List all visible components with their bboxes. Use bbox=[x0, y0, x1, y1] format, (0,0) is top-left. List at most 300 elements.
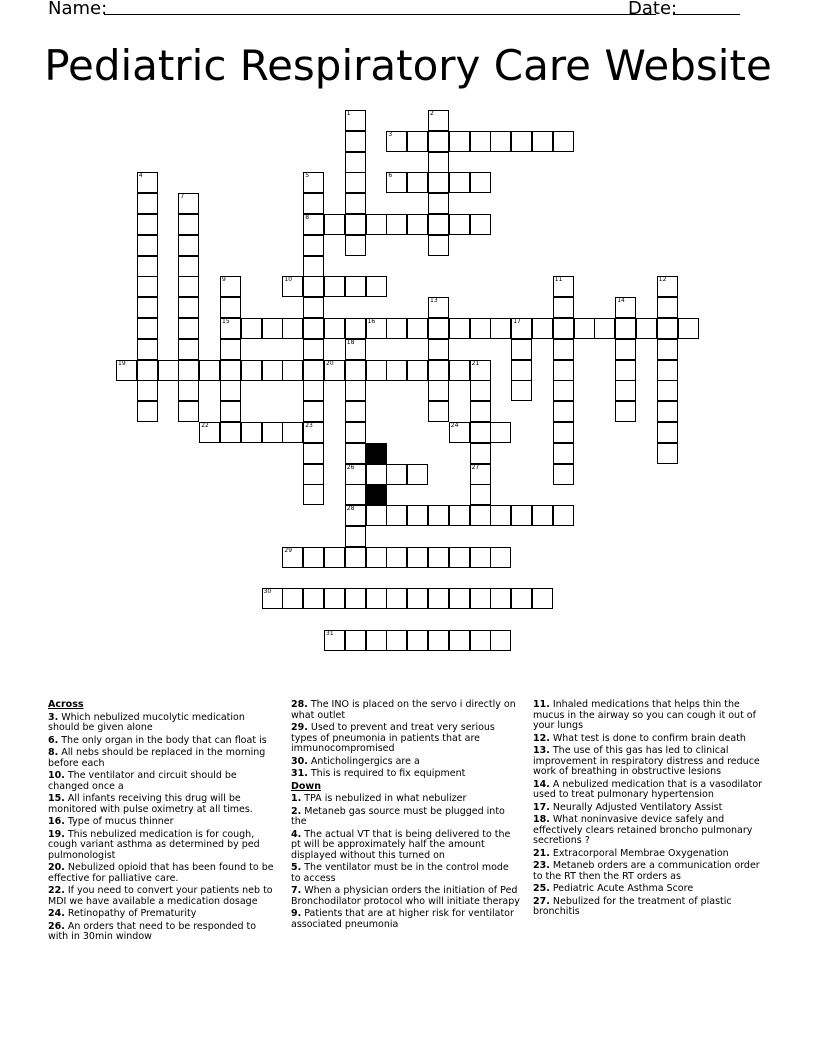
grid-cell[interactable] bbox=[178, 339, 199, 360]
grid-cell-number: 28 bbox=[346, 505, 355, 513]
grid-cell[interactable] bbox=[178, 297, 199, 318]
grid-cell[interactable] bbox=[345, 588, 366, 609]
grid-cell[interactable] bbox=[345, 339, 366, 360]
grid-cell[interactable] bbox=[178, 360, 199, 381]
grid-cell[interactable] bbox=[657, 443, 678, 464]
grid-cell[interactable] bbox=[532, 131, 553, 152]
grid-cell[interactable] bbox=[407, 360, 428, 381]
grid-cell[interactable] bbox=[511, 318, 532, 339]
down-clue bbox=[533, 700, 763, 732]
grid-cell[interactable] bbox=[470, 131, 491, 152]
grid-cell-number: 10 bbox=[284, 276, 293, 284]
grid-cell[interactable] bbox=[386, 464, 407, 485]
grid-cell[interactable] bbox=[303, 172, 324, 193]
grid-cell[interactable] bbox=[241, 360, 262, 381]
grid-cell[interactable] bbox=[366, 547, 387, 568]
grid-cell[interactable] bbox=[470, 172, 491, 193]
grid-cell[interactable] bbox=[407, 630, 428, 651]
clue-text: The INO is placed on the servo i directly on what outlet bbox=[291, 699, 516, 721]
grid-cell[interactable] bbox=[137, 339, 158, 360]
grid-cell[interactable] bbox=[511, 505, 532, 526]
grid-cell[interactable] bbox=[490, 422, 511, 443]
grid-cell[interactable] bbox=[303, 214, 324, 235]
grid-cell[interactable] bbox=[345, 193, 366, 214]
clue-number: 4. bbox=[291, 828, 302, 840]
grid-cell[interactable] bbox=[386, 505, 407, 526]
down-clue bbox=[291, 909, 521, 930]
grid-cell[interactable] bbox=[324, 630, 345, 651]
grid-cell[interactable] bbox=[262, 360, 283, 381]
grid-cell[interactable] bbox=[532, 318, 553, 339]
grid-cell-number: 20 bbox=[326, 359, 334, 367]
grid-cell[interactable] bbox=[428, 172, 449, 193]
clue-text: Inhaled medications that helps thin the mucus in the airway so you can cough it out of your lungs bbox=[533, 699, 756, 731]
grid-cell[interactable] bbox=[428, 193, 449, 214]
grid-cell[interactable] bbox=[366, 214, 387, 235]
grid-cell[interactable] bbox=[220, 297, 241, 318]
grid-cell[interactable] bbox=[178, 193, 199, 214]
grid-cell[interactable] bbox=[449, 630, 470, 651]
grid-cell[interactable] bbox=[220, 318, 241, 339]
grid-cell[interactable] bbox=[657, 276, 678, 297]
down-clue bbox=[291, 830, 521, 862]
grid-cell[interactable] bbox=[282, 588, 303, 609]
grid-cell-number: 11 bbox=[554, 276, 563, 284]
grid-cell[interactable] bbox=[407, 131, 428, 152]
grid-cell[interactable] bbox=[407, 318, 428, 339]
grid-cell[interactable] bbox=[345, 276, 366, 297]
grid-cell[interactable] bbox=[470, 360, 491, 381]
clue-section-heading: Across bbox=[48, 699, 84, 710]
grid-cell[interactable] bbox=[407, 464, 428, 485]
grid-cell[interactable] bbox=[386, 318, 407, 339]
across-clue bbox=[48, 922, 278, 943]
grid-cell[interactable] bbox=[490, 505, 511, 526]
grid-cell[interactable] bbox=[470, 630, 491, 651]
grid-cell[interactable] bbox=[345, 484, 366, 505]
grid-cell[interactable] bbox=[428, 297, 449, 318]
grid-cell[interactable] bbox=[553, 297, 574, 318]
grid-cell[interactable] bbox=[511, 360, 532, 381]
down-clue bbox=[533, 861, 763, 882]
grid-cell-number: 31 bbox=[326, 630, 334, 637]
grid-cell[interactable] bbox=[282, 547, 303, 568]
clue-number: 17. bbox=[533, 801, 550, 813]
grid-cell[interactable] bbox=[241, 422, 262, 443]
grid-cell[interactable] bbox=[615, 318, 636, 339]
grid-cell[interactable] bbox=[511, 131, 532, 152]
grid-cell[interactable] bbox=[345, 505, 366, 526]
clue-text: What test is done to confirm brain death bbox=[549, 732, 746, 744]
grid-cell[interactable] bbox=[345, 110, 366, 131]
grid-cell[interactable] bbox=[324, 214, 345, 235]
clue-number: 30. bbox=[291, 755, 308, 767]
grid-cell[interactable] bbox=[657, 422, 678, 443]
grid-cell-number: 3 bbox=[388, 130, 393, 138]
grid-cell[interactable] bbox=[345, 547, 366, 568]
grid-cell[interactable] bbox=[428, 588, 449, 609]
grid-cell[interactable] bbox=[470, 505, 491, 526]
grid-cell[interactable] bbox=[345, 214, 366, 235]
grid-cell[interactable] bbox=[137, 401, 158, 422]
across-clue bbox=[291, 700, 521, 721]
across-clue bbox=[48, 748, 278, 769]
grid-cell[interactable] bbox=[303, 464, 324, 485]
grid-cell[interactable] bbox=[220, 380, 241, 401]
grid-cell[interactable] bbox=[553, 318, 574, 339]
grid-cell[interactable] bbox=[137, 360, 158, 381]
grid-cell-number: 30 bbox=[263, 588, 272, 596]
grid-cell[interactable] bbox=[345, 172, 366, 193]
grid-cell[interactable] bbox=[407, 172, 428, 193]
grid-cell[interactable] bbox=[199, 422, 220, 443]
grid-cell[interactable] bbox=[594, 318, 615, 339]
grid-cell[interactable] bbox=[178, 318, 199, 339]
grid-cell[interactable] bbox=[262, 588, 283, 609]
clue-number: 12. bbox=[533, 732, 550, 744]
grid-cell[interactable] bbox=[324, 360, 345, 381]
grid-cell[interactable] bbox=[178, 401, 199, 422]
grid-cell[interactable] bbox=[470, 547, 491, 568]
grid-cell[interactable] bbox=[386, 131, 407, 152]
across-clue bbox=[48, 736, 278, 747]
grid-cell[interactable] bbox=[449, 172, 470, 193]
grid-cell[interactable] bbox=[303, 193, 324, 214]
grid-cell[interactable] bbox=[303, 380, 324, 401]
grid-cell[interactable] bbox=[386, 547, 407, 568]
grid-cell[interactable] bbox=[220, 339, 241, 360]
grid-cell[interactable] bbox=[449, 360, 470, 381]
clues-column-1 bbox=[48, 700, 278, 945]
grid-cell[interactable] bbox=[303, 547, 324, 568]
grid-cell[interactable] bbox=[470, 464, 491, 485]
grid-cell[interactable] bbox=[532, 505, 553, 526]
grid-cell[interactable] bbox=[137, 256, 158, 277]
grid-cell[interactable] bbox=[428, 505, 449, 526]
clue-text: The ventilator and circuit should be changed once a bbox=[48, 770, 237, 792]
grid-cell[interactable] bbox=[282, 276, 303, 297]
grid-cell[interactable] bbox=[345, 360, 366, 381]
grid-cell[interactable] bbox=[178, 276, 199, 297]
grid-cell[interactable] bbox=[657, 401, 678, 422]
clue-text: Extracorporal Membrae Oxygenation bbox=[549, 847, 729, 859]
grid-cell[interactable] bbox=[428, 401, 449, 422]
clue-text: The only organ in the body that can float is bbox=[58, 734, 267, 746]
grid-cell-number: 22 bbox=[201, 422, 209, 429]
grid-cell[interactable] bbox=[158, 360, 179, 381]
grid-cell-number: 19 bbox=[118, 359, 126, 367]
clue-number: 31. bbox=[291, 768, 308, 779]
grid-cell[interactable] bbox=[178, 380, 199, 401]
down-clue bbox=[533, 803, 763, 814]
grid-cell[interactable] bbox=[532, 588, 553, 609]
clue-text: A nebulized medication that is a vasodilator used to treat pulmonary hypertension bbox=[533, 778, 763, 800]
grid-cell[interactable] bbox=[137, 318, 158, 339]
clue-number: 21. bbox=[533, 847, 550, 859]
clue-text: All infants receiving this drug will be monitored with pulse oximetry at all times. bbox=[48, 793, 253, 815]
across-clue bbox=[48, 886, 278, 907]
grid-cell[interactable] bbox=[345, 152, 366, 173]
grid-cell[interactable] bbox=[303, 422, 324, 443]
grid-cell[interactable] bbox=[470, 484, 491, 505]
across-clue bbox=[291, 769, 521, 780]
grid-cell[interactable] bbox=[428, 214, 449, 235]
grid-cell[interactable] bbox=[116, 360, 137, 381]
grid-cell-number: 27 bbox=[471, 463, 480, 471]
grid-cell[interactable] bbox=[178, 214, 199, 235]
grid-cell[interactable] bbox=[303, 360, 324, 381]
grid-cell[interactable] bbox=[428, 339, 449, 360]
grid-cell[interactable] bbox=[386, 172, 407, 193]
grid-cell[interactable] bbox=[428, 131, 449, 152]
grid-cell[interactable] bbox=[303, 401, 324, 422]
grid-cell[interactable] bbox=[449, 505, 470, 526]
grid-cell[interactable] bbox=[345, 235, 366, 256]
grid-cell[interactable] bbox=[428, 152, 449, 173]
grid-cell[interactable] bbox=[366, 464, 387, 485]
grid-cell[interactable] bbox=[366, 588, 387, 609]
page-title: Pediatric Respiratory Care Website bbox=[44, 41, 772, 90]
grid-cell[interactable] bbox=[490, 547, 511, 568]
clue-text: This nebulized medication is for cough, cough variant asthma as determined by ped pulmonologist bbox=[48, 828, 260, 861]
across-clue bbox=[48, 817, 278, 828]
clue-number: 8. bbox=[48, 747, 59, 758]
clue-number: 27. bbox=[533, 895, 550, 907]
grid-cell[interactable] bbox=[511, 380, 532, 401]
clue-text: If you need to convert your patients neb to MDI we have available a medication dosage bbox=[48, 885, 273, 907]
grid-cell[interactable] bbox=[428, 630, 449, 651]
grid-cell[interactable] bbox=[220, 276, 241, 297]
grid-cell[interactable] bbox=[449, 318, 470, 339]
grid-cell[interactable] bbox=[241, 318, 262, 339]
grid-cell[interactable] bbox=[428, 380, 449, 401]
grid-cell[interactable] bbox=[470, 443, 491, 464]
grid-cell[interactable] bbox=[428, 547, 449, 568]
grid-cell[interactable] bbox=[366, 318, 387, 339]
grid-cell[interactable] bbox=[657, 380, 678, 401]
grid-cell[interactable] bbox=[345, 464, 366, 485]
down-clue bbox=[533, 897, 763, 918]
name-label: Name: bbox=[48, 0, 108, 19]
grid-cell[interactable] bbox=[428, 360, 449, 381]
grid-cell[interactable] bbox=[678, 318, 699, 339]
grid-cell-number: 16 bbox=[367, 318, 376, 325]
grid-cell[interactable] bbox=[615, 297, 636, 318]
down-clue bbox=[533, 780, 763, 801]
grid-cell[interactable] bbox=[615, 360, 636, 381]
grid-cell[interactable] bbox=[303, 256, 324, 277]
clue-text: This is required to fix equipment bbox=[307, 768, 466, 779]
grid-cell[interactable] bbox=[220, 401, 241, 422]
grid-cell[interactable] bbox=[407, 214, 428, 235]
grid-cell[interactable] bbox=[324, 547, 345, 568]
grid-cell[interactable] bbox=[490, 588, 511, 609]
clue-text: When a physician orders the initiation of Ped Bronchodilator protocol who will initiate therapy bbox=[291, 885, 520, 907]
grid-cell[interactable] bbox=[345, 422, 366, 443]
grid-cell[interactable] bbox=[386, 630, 407, 651]
clue-text: Patients that are at higher risk for ventilator associated pneumonia bbox=[291, 908, 514, 930]
clue-text: Used to prevent and treat very serious types of pneumonia in patients that are immunocompromised bbox=[291, 722, 495, 754]
grid-cell[interactable] bbox=[407, 588, 428, 609]
date-label: Date: bbox=[628, 0, 678, 19]
clue-number: 6. bbox=[48, 734, 59, 746]
grid-cell[interactable] bbox=[636, 318, 657, 339]
grid-cell[interactable] bbox=[178, 235, 199, 256]
grid-cell[interactable] bbox=[282, 422, 303, 443]
grid-cell[interactable] bbox=[449, 214, 470, 235]
grid-cell-number: 26 bbox=[346, 463, 355, 471]
grid-cell[interactable] bbox=[553, 464, 574, 485]
grid-cell[interactable] bbox=[657, 297, 678, 318]
grid-cell[interactable] bbox=[137, 380, 158, 401]
grid-cell[interactable] bbox=[303, 588, 324, 609]
grid-cell[interactable] bbox=[490, 318, 511, 339]
grid-cell[interactable] bbox=[220, 422, 241, 443]
grid-cell[interactable] bbox=[303, 484, 324, 505]
clue-number: 3. bbox=[48, 711, 59, 723]
clue-number: 10. bbox=[48, 770, 65, 781]
grid-cell[interactable] bbox=[449, 588, 470, 609]
grid-cell[interactable] bbox=[137, 214, 158, 235]
grid-cell[interactable] bbox=[178, 256, 199, 277]
grid-cell[interactable] bbox=[386, 360, 407, 381]
grid-cell[interactable] bbox=[199, 360, 220, 381]
grid-cell[interactable] bbox=[345, 318, 366, 339]
grid-cell-number: 24 bbox=[450, 422, 459, 429]
across-clue bbox=[48, 863, 278, 884]
down-clue bbox=[291, 863, 521, 884]
grid-cell[interactable] bbox=[511, 339, 532, 360]
grid-cell[interactable] bbox=[262, 422, 283, 443]
clues-column-2 bbox=[291, 700, 521, 932]
down-clue bbox=[533, 746, 763, 778]
grid-cell[interactable] bbox=[657, 360, 678, 381]
grid-cell[interactable] bbox=[137, 172, 158, 193]
grid-cell[interactable] bbox=[345, 401, 366, 422]
grid-cell[interactable] bbox=[137, 276, 158, 297]
grid-cell[interactable] bbox=[574, 318, 595, 339]
grid-cell[interactable] bbox=[345, 131, 366, 152]
grid-cell[interactable] bbox=[470, 318, 491, 339]
grid-cell[interactable] bbox=[553, 131, 574, 152]
grid-cell[interactable] bbox=[220, 360, 241, 381]
down-clue bbox=[291, 886, 521, 907]
grid-cell[interactable] bbox=[615, 380, 636, 401]
grid-cell[interactable] bbox=[449, 131, 470, 152]
grid-cell[interactable] bbox=[449, 547, 470, 568]
grid-cell[interactable] bbox=[470, 380, 491, 401]
grid-cell[interactable] bbox=[137, 235, 158, 256]
grid-cell[interactable] bbox=[303, 339, 324, 360]
grid-cell[interactable] bbox=[303, 297, 324, 318]
grid-cell[interactable] bbox=[345, 630, 366, 651]
grid-cell[interactable] bbox=[303, 276, 324, 297]
clue-number: 5. bbox=[291, 862, 302, 873]
grid-cell[interactable] bbox=[428, 110, 449, 131]
grid-cell[interactable] bbox=[386, 214, 407, 235]
clue-number: 13. bbox=[533, 745, 550, 756]
grid-cell[interactable] bbox=[407, 547, 428, 568]
grid-cell-number: 1 bbox=[346, 110, 351, 117]
clue-number: 16. bbox=[48, 816, 65, 827]
grid-cell[interactable] bbox=[657, 339, 678, 360]
grid-cell[interactable] bbox=[470, 401, 491, 422]
grid-cell[interactable] bbox=[324, 318, 345, 339]
grid-cell[interactable] bbox=[262, 318, 283, 339]
clue-number: 28. bbox=[291, 699, 308, 710]
grid-cell-number: 13 bbox=[430, 297, 438, 305]
clue-text: Pediatric Acute Asthma Score bbox=[549, 883, 694, 894]
grid-cell[interactable] bbox=[553, 422, 574, 443]
grid-cell[interactable] bbox=[553, 339, 574, 360]
across-clue bbox=[48, 830, 278, 862]
grid-cell[interactable] bbox=[366, 276, 387, 297]
across-clue bbox=[48, 713, 278, 734]
grid-cell[interactable] bbox=[553, 380, 574, 401]
grid-cell[interactable] bbox=[324, 588, 345, 609]
grid-cell[interactable] bbox=[366, 360, 387, 381]
grid-cell[interactable] bbox=[137, 297, 158, 318]
grid-cell[interactable] bbox=[470, 422, 491, 443]
grid-cell[interactable] bbox=[470, 214, 491, 235]
grid-cell[interactable] bbox=[428, 318, 449, 339]
grid-cell[interactable] bbox=[553, 443, 574, 464]
grid-cell[interactable] bbox=[137, 193, 158, 214]
grid-cell[interactable] bbox=[553, 505, 574, 526]
clue-text: Retinopathy of Prematurity bbox=[64, 908, 197, 919]
grid-cell[interactable] bbox=[553, 360, 574, 381]
grid-cell-number: 18 bbox=[346, 338, 355, 346]
grid-cell[interactable] bbox=[345, 443, 366, 464]
grid-cell[interactable] bbox=[303, 318, 324, 339]
grid-cell[interactable] bbox=[615, 401, 636, 422]
grid-cell-number: 12 bbox=[658, 276, 667, 284]
grid-cell[interactable] bbox=[657, 318, 678, 339]
grid-cell[interactable] bbox=[282, 360, 303, 381]
grid-cell[interactable] bbox=[615, 339, 636, 360]
grid-cell[interactable] bbox=[449, 422, 470, 443]
grid-cell[interactable] bbox=[366, 630, 387, 651]
clue-number: 1. bbox=[291, 793, 302, 804]
grid-cell[interactable] bbox=[470, 588, 491, 609]
grid-cell-number: 21 bbox=[471, 359, 480, 367]
grid-cell[interactable] bbox=[366, 505, 387, 526]
grid-cell[interactable] bbox=[345, 380, 366, 401]
grid-cell[interactable] bbox=[407, 505, 428, 526]
grid-cell[interactable] bbox=[490, 630, 511, 651]
grid-cell[interactable] bbox=[428, 235, 449, 256]
grid-cell-number: 25 bbox=[367, 442, 376, 450]
grid-cell-shaded bbox=[366, 443, 387, 464]
grid-cell[interactable] bbox=[511, 588, 532, 609]
clue-text: Neurally Adjusted Ventilatory Assist bbox=[549, 801, 723, 813]
grid-cell[interactable] bbox=[490, 131, 511, 152]
grid-cell[interactable] bbox=[324, 276, 345, 297]
grid-cell[interactable] bbox=[553, 401, 574, 422]
grid-cell[interactable] bbox=[386, 588, 407, 609]
grid-cell[interactable] bbox=[345, 526, 366, 547]
grid-cell[interactable] bbox=[303, 235, 324, 256]
clue-number: 14. bbox=[533, 778, 550, 790]
clue-text: All nebs should be replaced in the morning before each bbox=[48, 747, 266, 769]
clue-text: Type of mucus thinner bbox=[64, 816, 174, 827]
grid-cell[interactable] bbox=[303, 443, 324, 464]
grid-cell[interactable] bbox=[553, 276, 574, 297]
clue-number: 18. bbox=[533, 814, 550, 825]
clue-number: 29. bbox=[291, 722, 308, 733]
grid-cell[interactable] bbox=[282, 318, 303, 339]
clue-number: 11. bbox=[533, 699, 550, 710]
